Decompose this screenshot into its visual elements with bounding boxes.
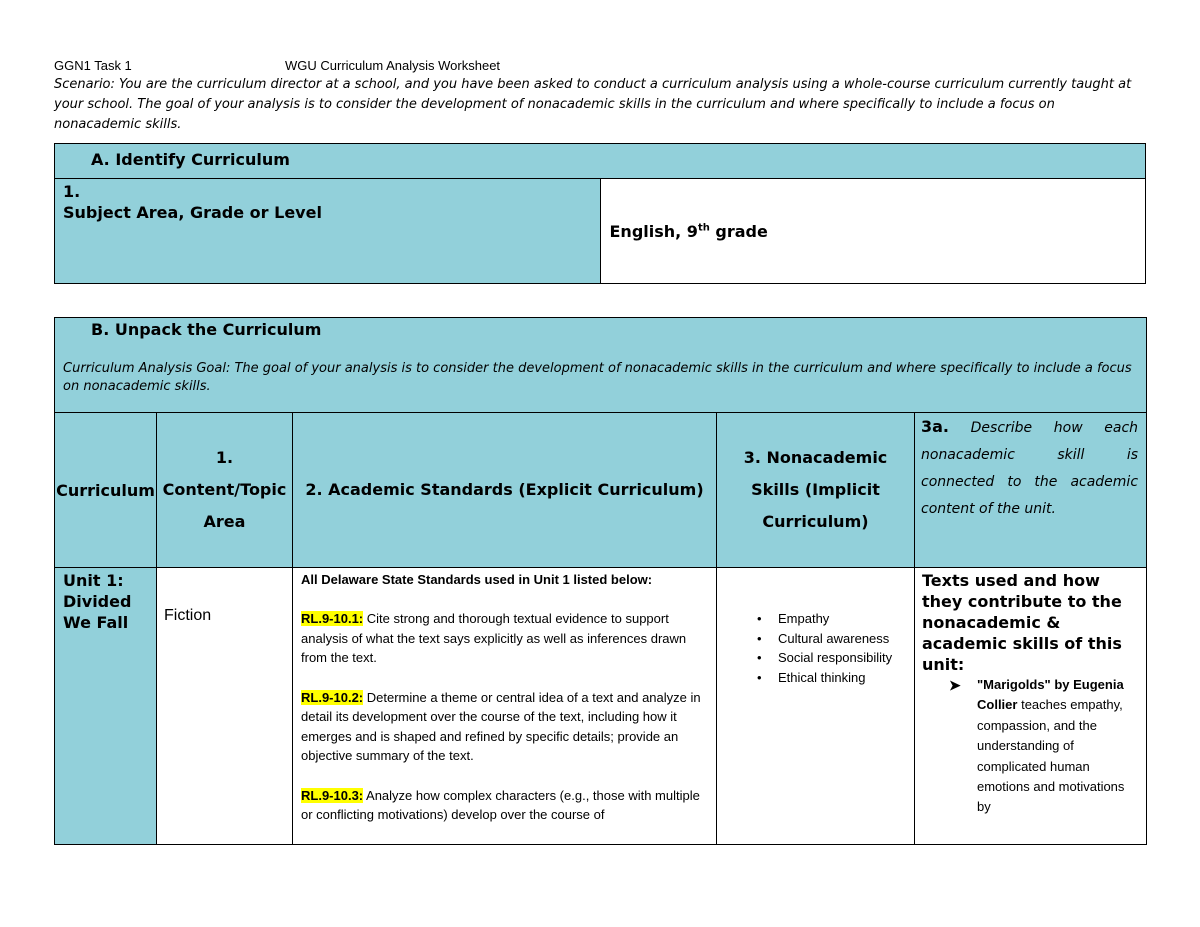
subject-value-tail: grade — [709, 221, 768, 241]
worksheet-title: WGU Curriculum Analysis Worksheet — [285, 58, 501, 73]
skills-list — [757, 609, 910, 687]
unit-1-cell: Unit 1: Divided We Fall — [55, 568, 157, 845]
text-item-title: "Marigolds" by Eugenia Collier — [977, 677, 1124, 713]
standard-code: RL.9-10.3: — [301, 787, 364, 803]
standard-item — [301, 609, 710, 668]
skill-item: • Empathy — [757, 609, 910, 629]
standard-item — [301, 688, 710, 766]
standard-text: Determine a theme or central idea of a text and analyze in detail its development over the course of the text, including how it emerges and is shaped and refined by specific details; provide an objective summary of the text. — [301, 689, 701, 764]
col-nonacademic-skills: 3. Nonacademic Skills (Implicit Curriculum) — [717, 413, 915, 568]
text-item — [949, 675, 1140, 818]
section-b-title: B. Unpack the Curriculum — [91, 320, 322, 339]
skill-item: • Ethical thinking — [757, 668, 910, 688]
subject-area-value — [600, 179, 1146, 284]
standard-code: RL.9-10.2: — [301, 689, 364, 705]
subject-area-text: Subject Area, Grade or Level — [63, 203, 322, 222]
col-curriculum: Curriculum — [55, 413, 157, 568]
col-content-topic: 1. Content/Topic Area — [157, 413, 293, 568]
texts-intro: Texts used and how they contribute to the nonacademic & academic skills of this unit: — [922, 571, 1122, 674]
arrow-bullet-icon: ➤ — [949, 677, 961, 693]
subject-value-main: English, 9 — [609, 221, 698, 241]
topic-cell: Fiction — [157, 568, 293, 845]
standards-lead: All Delaware State Standards used in Unit 1 listed below: — [301, 572, 653, 587]
standard-text: Analyze how complex characters (e.g., those with multiple or conflicting motivations) develop over the course of — [301, 787, 700, 823]
identify-curriculum-table — [54, 143, 1146, 284]
scenario-text: Scenario: You are the curriculum director at a school, and you have been asked to conduct a curriculum analysis using a whole-course curriculum currently taught at your school. The goal of your analysis is to consider the development of nonacademic skills in the curriculum and where specifically to include a focus on nonacademic skills. — [54, 77, 1132, 132]
standard-text: Cite strong and thorough textual evidence to support analysis of what the text says explicitly as well as inferences drawn from the text. — [301, 611, 687, 666]
col-describe-connection — [915, 413, 1147, 568]
standards-cell — [293, 568, 717, 845]
col-academic-standards: 2. Academic Standards (Explicit Curriculum) — [293, 413, 717, 568]
standard-item — [301, 786, 710, 825]
skill-item: • Social responsibility — [757, 648, 910, 668]
analysis-goal: Curriculum Analysis Goal: The goal of your analysis is to consider the development of nonacademic skills in the curriculum and where specifically to include a focus on nonacademic skills. — [63, 361, 1132, 394]
standard-code: RL.9-10.1: — [301, 611, 364, 627]
skills-cell — [717, 568, 915, 845]
task-label: GGN1 Task 1 — [54, 58, 132, 73]
subject-area-label — [55, 179, 601, 284]
describe-text: Describe how each nonacademic skill is connected to the academic content of the unit. — [921, 420, 1139, 517]
section-a-title: A. Identify Curriculum — [55, 144, 1146, 179]
text-item-desc: teaches empathy, compassion, and the understanding of complicated human emotions and motivations by — [977, 697, 1125, 815]
subject-area-number: 1. — [63, 182, 81, 201]
unpack-curriculum-table — [54, 317, 1147, 845]
texts-cell — [915, 568, 1147, 845]
describe-number: 3a. — [921, 417, 950, 436]
section-b-header — [55, 318, 1147, 413]
skill-item: • Cultural awareness — [757, 629, 910, 649]
subject-value-sup: th — [697, 222, 710, 234]
